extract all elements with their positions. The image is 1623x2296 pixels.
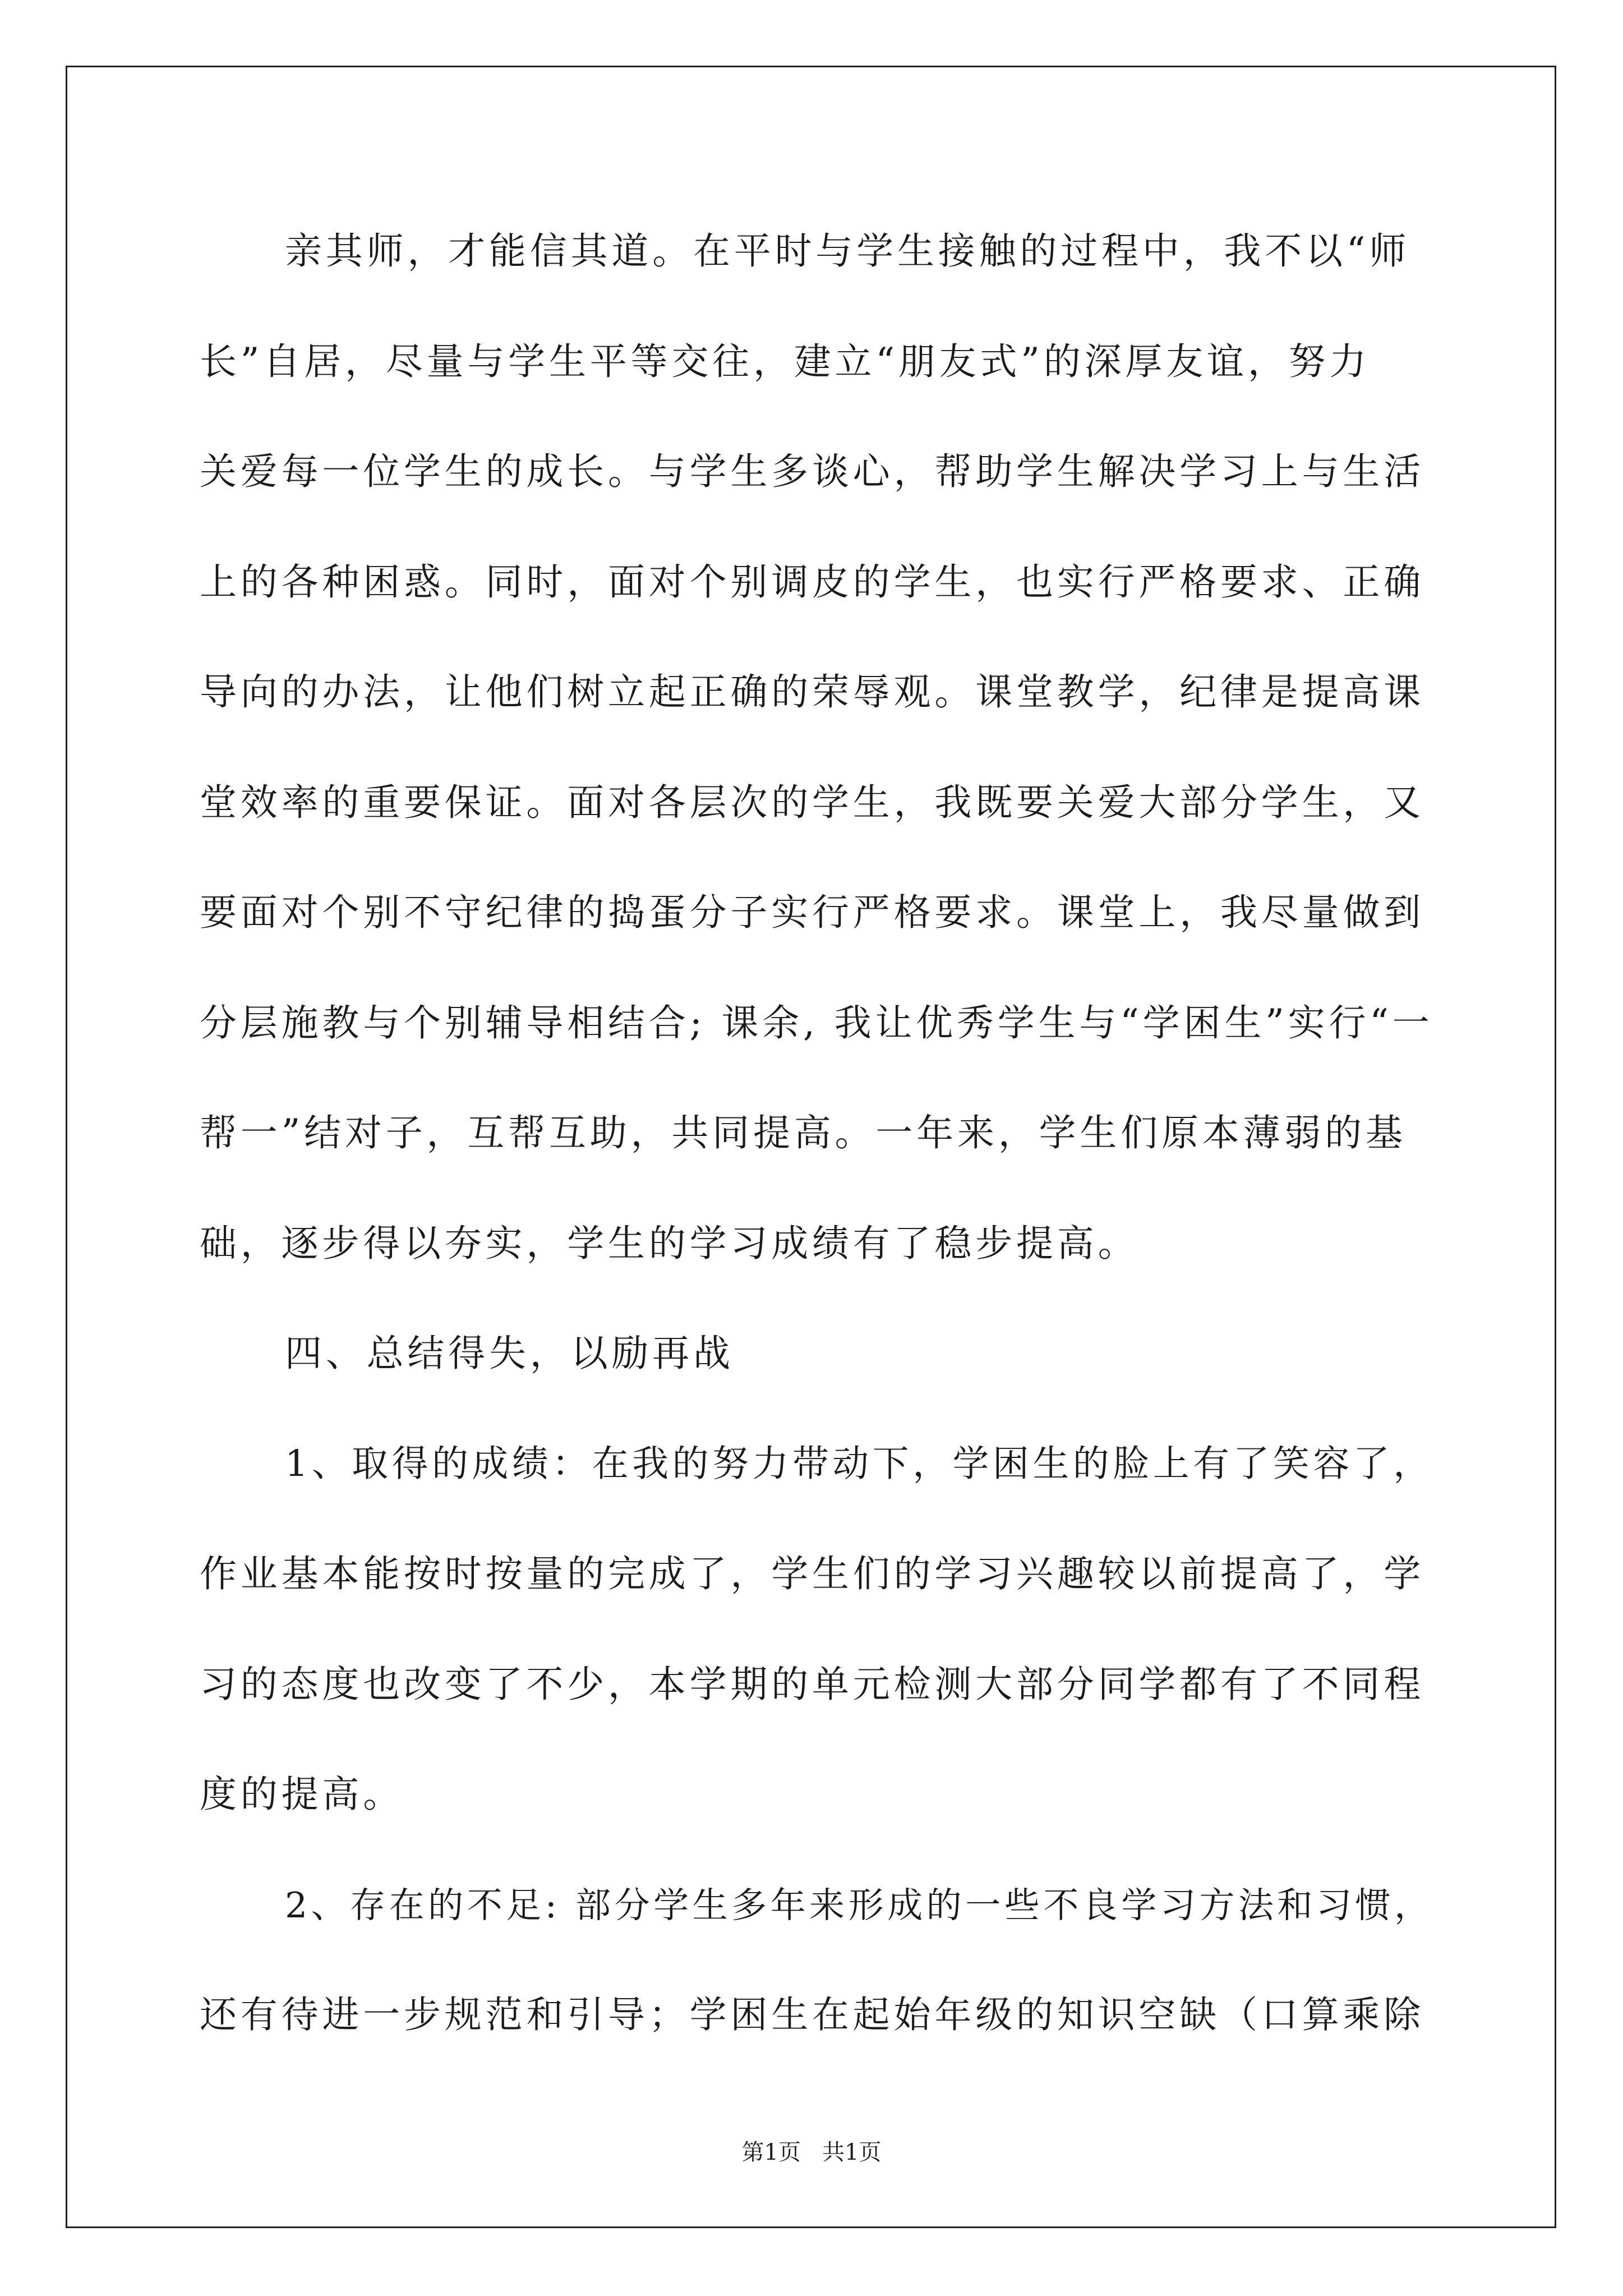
text-line: 帮一”结对子，互帮互助，共同提高。一年来，学生们原本薄弱的基 (200, 1111, 1407, 1154)
text-line: 导向的办法，让他们树立起正确的荣辱观。课堂教学，纪律是提高课 (200, 670, 1424, 714)
text-line: 关爱每一位学生的成长。与学生多谈心，帮助学生解决学习上与生活 (200, 450, 1424, 493)
text-line: 分层施教与个别辅导相结合; 课余, 我让优秀学生与“学困生”实行“一 (200, 1001, 1433, 1045)
text-line: 2、存在的不足: 部分学生多年来形成的一些不良学习方法和习惯， (285, 1884, 1433, 1926)
text-line: 还有待进一步规范和引导；学困生在起始年级的知识空缺（口算乘除 (200, 1993, 1424, 2036)
text-line: 堂效率的重要保证。面对各层次的学生，我既要关爱大部分学生，又 (200, 780, 1424, 824)
text-line: 度的提高。 (200, 1773, 404, 1816)
text-line: 要面对个别不守纪律的捣蛋分子实行严格要求。课堂上，我尽量做到 (200, 891, 1424, 934)
text-line: 亲其师，才能信其道。在平时与学生接触的过程中，我不以“师 (285, 229, 1410, 273)
text-line: 四、总结得失，以励再战 (285, 1332, 734, 1375)
document-body (200, 220, 1433, 2094)
text-line: 长”自居，尽量与学生平等交往，建立“朋友式”的深厚友谊，努力 (200, 339, 1371, 383)
text-line: 习的态度也改变了不少，本学期的单元检测大部分同学都有了不同程 (200, 1662, 1424, 1706)
text-line: 础，逐步得以夯实，学生的学习成绩有了稳步提高。 (200, 1221, 1139, 1265)
text-line: 作业基本能按时按量的完成了，学生们的学习兴趣较以前提高了，学 (200, 1552, 1424, 1595)
text-line: 上的各种困惑。同时，面对个别调皮的学生，也实行严格要求、正确 (200, 560, 1424, 604)
text-line: 1、取得的成绩：在我的努力带动下，学困生的脸上有了笑容了， (285, 1442, 1433, 1485)
page-footer: 第1页 共1页 (741, 2139, 882, 2165)
